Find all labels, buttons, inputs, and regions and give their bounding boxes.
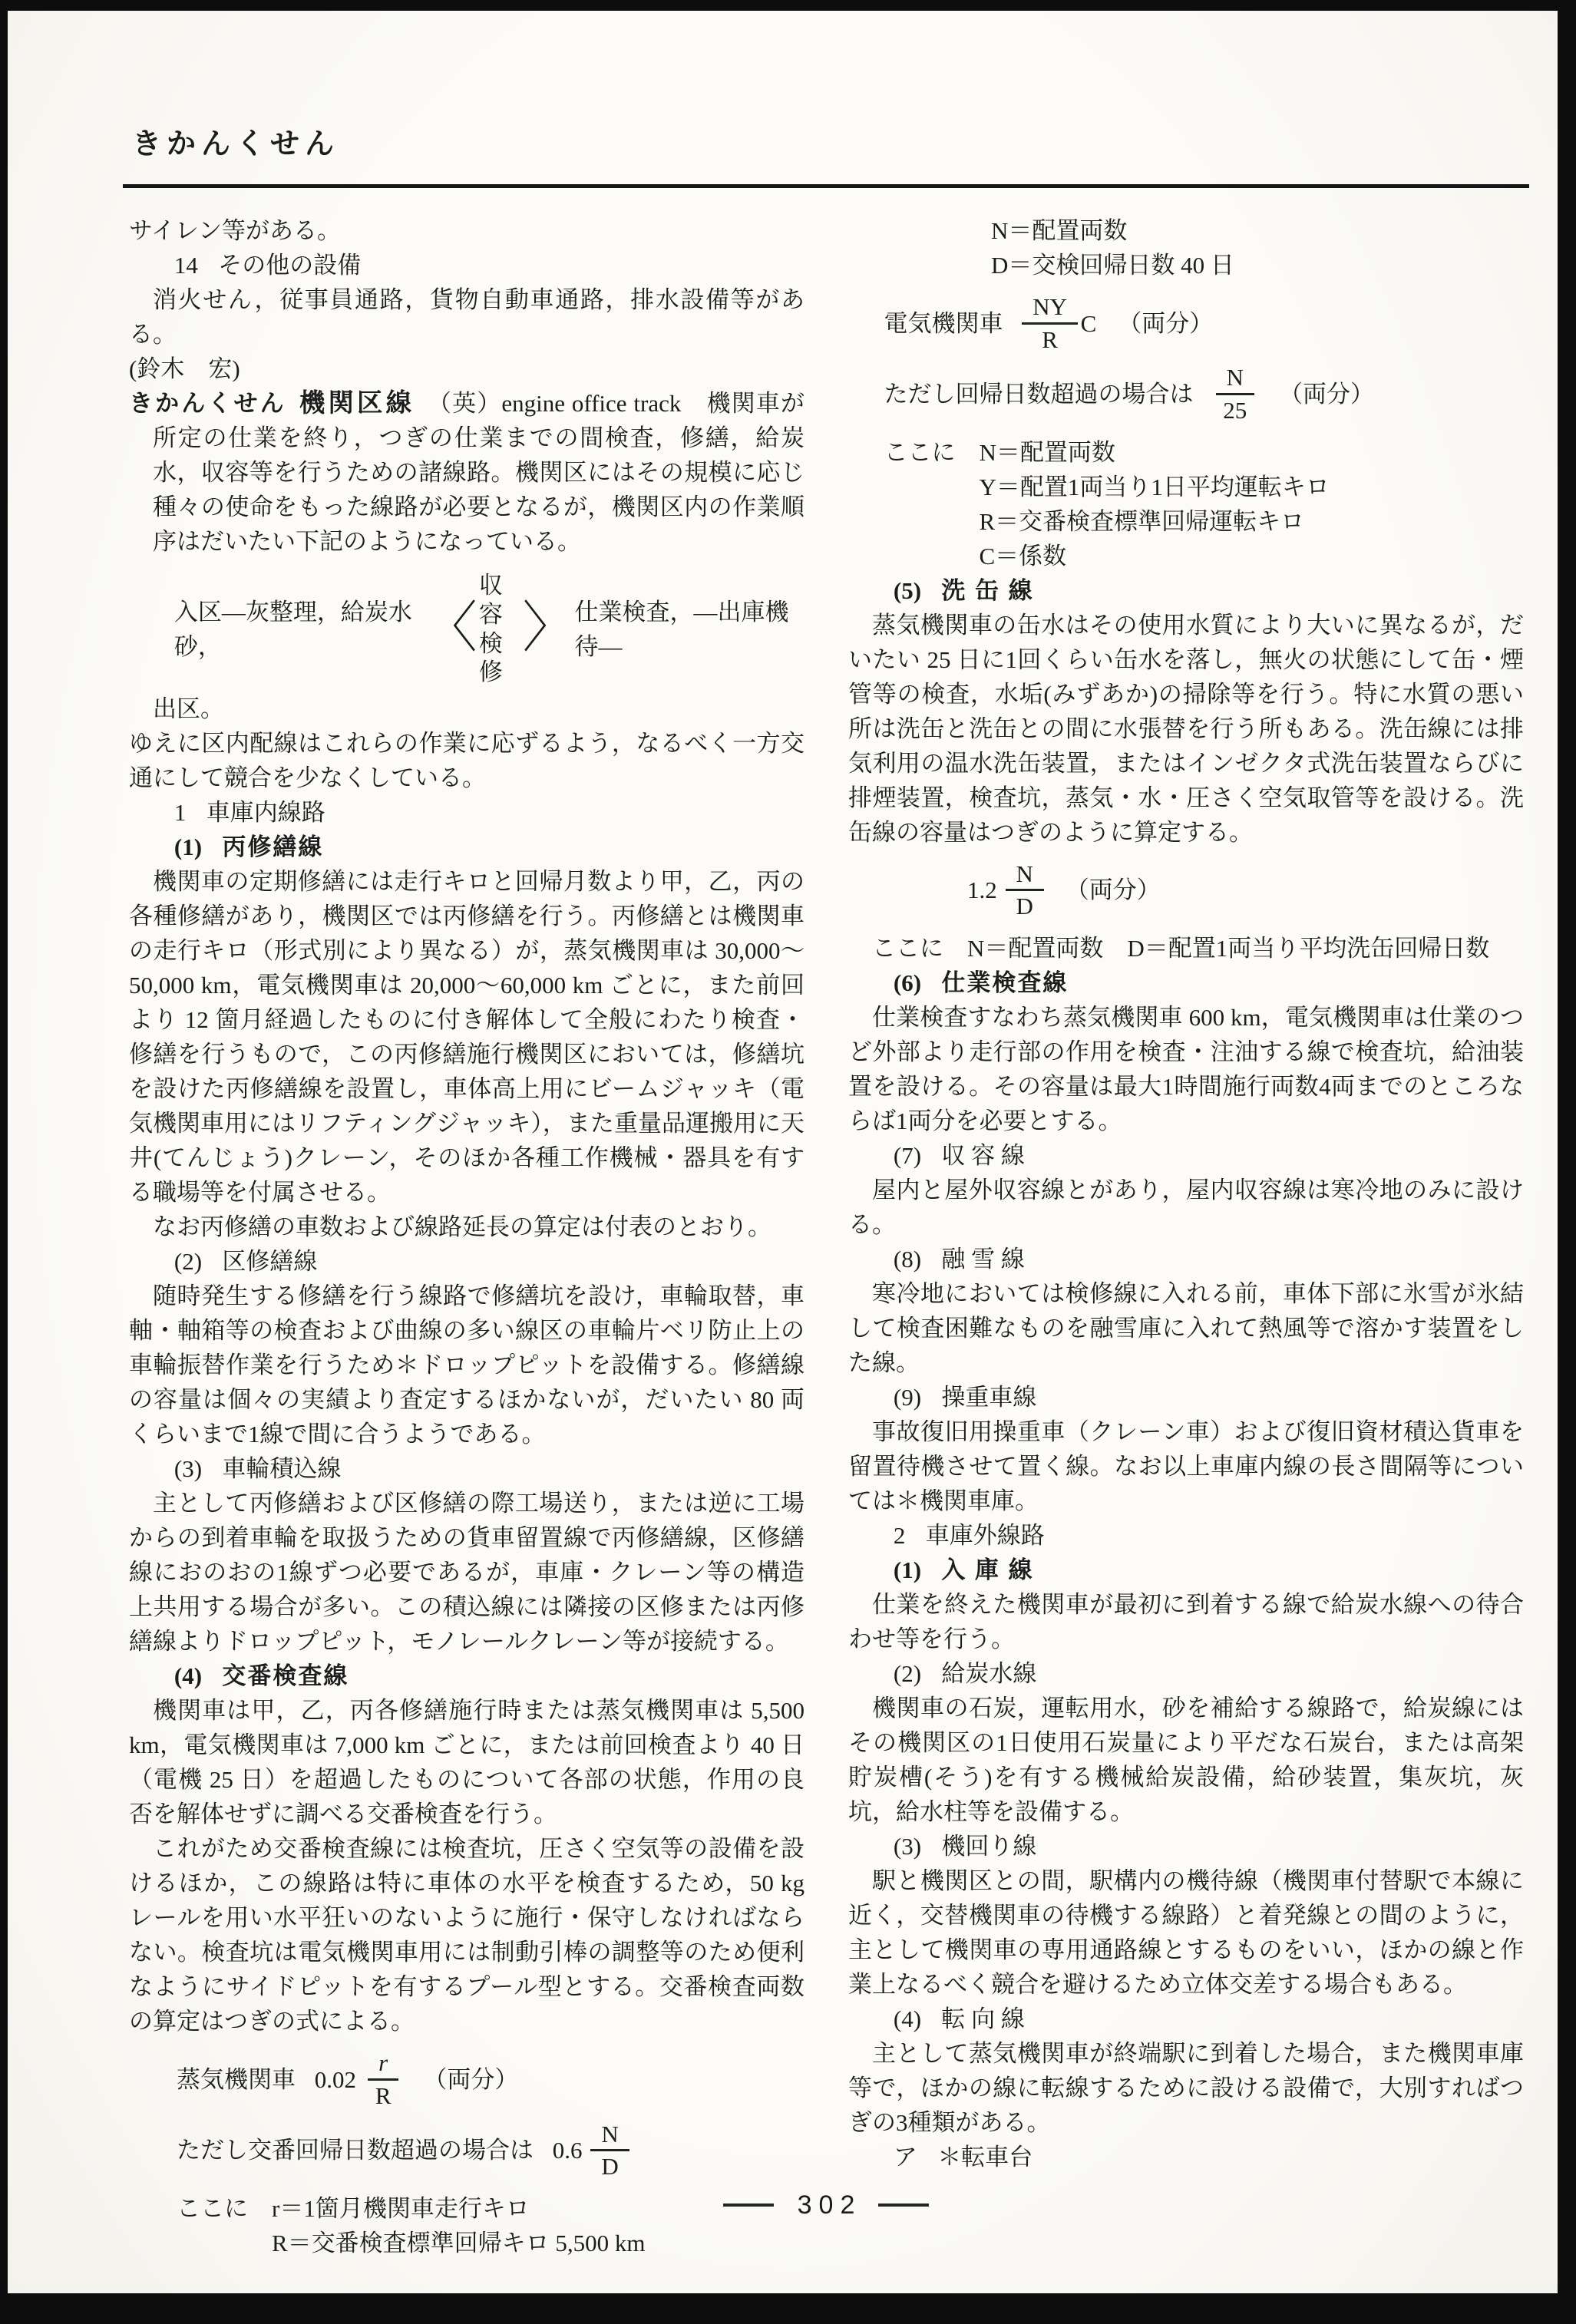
page-footer xyxy=(123,2186,1529,2224)
fraction xyxy=(590,2121,629,2180)
formula-coefficient: 0.02 xyxy=(314,2065,357,2093)
section-number: (4) xyxy=(173,1662,203,1690)
section-title: 区修繕線 xyxy=(222,1248,318,1276)
angle-bracket-open: 〈 xyxy=(427,598,477,659)
fraction-denominator: D xyxy=(601,2153,619,2180)
formula-lead: ただし交番回帰日数超過の場合は xyxy=(177,2137,534,2164)
formula xyxy=(129,2049,805,2109)
formula-lead: ただし回帰日数超過の場合は xyxy=(884,380,1194,408)
work-flow-diagram xyxy=(129,571,805,687)
section-heading xyxy=(848,1553,1524,1587)
section-heading xyxy=(129,248,805,282)
paragraph: 仕業検査すなわち蒸気機関車 600 km，電気機関車は仕業のつど外部より走行部の作用を検査・注油する線で検査坑，給油装置を設ける。その容量は最大1時間施行両数4両までのところならば1両分を必要とする。 xyxy=(848,1003,1524,1134)
definition-line: ここに N＝配置両数 D＝配置1両当り平均洗缶回帰日数 xyxy=(872,934,1490,962)
formula xyxy=(848,860,1524,920)
entry-paragraph xyxy=(129,386,805,559)
section-heading xyxy=(848,966,1524,1000)
section-number: 2 xyxy=(893,1521,906,1549)
section-number: (5) xyxy=(893,576,922,604)
running-head: きかんくせん xyxy=(132,128,340,160)
formula xyxy=(848,293,1524,353)
paragraph: 屋内と屋外収容線とがあり，屋内収容線は寒冷地のみに設ける。 xyxy=(848,1176,1524,1238)
flow-stack-bottom: 検修 xyxy=(478,629,503,686)
formula-unit: （両分） xyxy=(1118,309,1214,337)
section-title: 機回り線 xyxy=(941,1832,1037,1860)
formula-lead: 電気機関車 xyxy=(884,309,1003,337)
formula-post-factor: C xyxy=(1080,309,1097,337)
section-heading xyxy=(129,795,805,830)
section-title: 入 庫 線 xyxy=(941,1556,1034,1583)
right-column xyxy=(848,213,1524,2174)
paragraph: 事故復旧用操重車（クレーン車）および復旧資材積込貨車を留置待機させて置く線。なお以上車庫内線の長さ間隔等については＊機関車庫。 xyxy=(848,1418,1524,1514)
paragraph: 主として丙修繕および区修繕の際工場送り，または逆に工場からの到着車輪を取扱うための貨車留置線で丙修繕線，区修繕線におのおの1線ずつ必要であるが，車庫・クレーン等の構造上共用する場合が多い。この積込線には隣接の区修または丙修繕線よりドロップピット，モノレールクレーン等が接続する。 xyxy=(129,1490,805,1656)
definition-line: D＝交検回帰日数 40 日 xyxy=(991,252,1234,279)
formula xyxy=(848,364,1524,424)
paragraph: ゆえに区内配線はこれらの作業に応ずるよう，なるべく一方交通にして競合を少なくしている。 xyxy=(129,730,805,792)
paragraph: (鈴木 宏) xyxy=(129,355,240,382)
definition-line: Y＝配置1両当り1日平均運転キロ xyxy=(979,473,1330,500)
formula-lead: 蒸気機関車 xyxy=(177,2065,296,2093)
formula-coefficient: 0.6 xyxy=(552,2137,583,2164)
section-heading xyxy=(129,830,805,864)
paragraph: 機関車の石炭，運転用水，砂を補給する線路で，給炭線にはその機関区の1日使用石炭量により平だな石炭台，または高架貯炭槽(そう)を有する機械給炭設備，給砂装置，集灰坑，灰坑，給水柱等を設備する。 xyxy=(848,1694,1524,1825)
section-heading xyxy=(848,573,1524,608)
section-title: 給炭水線 xyxy=(941,1659,1037,1687)
formula-unit: （両分） xyxy=(1065,876,1161,904)
fraction xyxy=(1006,860,1044,920)
footer-dash-left xyxy=(723,2204,774,2207)
definition-line: R＝交番検査標準回帰キロ 5,500 km xyxy=(272,2229,646,2256)
section-number: 1 xyxy=(173,799,187,827)
fraction-denominator: 25 xyxy=(1223,396,1247,424)
section-heading xyxy=(848,1656,1524,1691)
fraction-denominator: R xyxy=(1042,325,1058,353)
section-number: (2) xyxy=(173,1248,203,1276)
paragraph: 蒸気機関車の缶水はその使用水質により大いに異なるが，だいたい 25 日に1回くらい缶水を落し，無火の状態にして缶・煙管等の検査，水垢(みずあか)の掃除等を行う。特に水質の悪い所は洗缶と洗缶との間に水張替を行う所もある。洗缶線には排気利用の温水洗缶装置，またはインゼクタ式洗缶装置ならびに排煙装置，検査坑，蒸気・水・圧さく空気取管等を設ける。洗缶線の容量はつぎのように算定する。 xyxy=(848,611,1524,846)
section-title: 車輪積込線 xyxy=(222,1455,342,1483)
flow-pre-text: 入区―灰整理，給炭水砂， xyxy=(173,598,412,660)
paragraph: 随時発生する修繕を行う線路で修繕坑を設け，車輪取替，車軸・軸箱等の検査および曲線の多い線区の車輪片ベリ防止上の車輪振替作業を行うため＊ドロップピットを設備する。修繕線の容量は個々の実績より査定するほかないが，だいたい 80 両くらいまで1線で間に合うようである。 xyxy=(129,1282,805,1448)
section-title: 車庫内線路 xyxy=(206,799,325,827)
section-number: (1) xyxy=(173,834,203,861)
section-number: (8) xyxy=(893,1245,922,1273)
section-title: 洗 缶 線 xyxy=(941,576,1034,604)
formula-unit: （両分） xyxy=(1279,380,1375,408)
fraction-denominator: R xyxy=(375,2081,392,2109)
section-number: (1) xyxy=(893,1556,922,1583)
section-number: (4) xyxy=(893,2005,922,2032)
section-title: 交番検査線 xyxy=(222,1662,349,1690)
section-title: 収 容 線 xyxy=(941,1141,1025,1169)
fraction-numerator: NY xyxy=(1022,293,1078,325)
section-heading xyxy=(848,1518,1524,1553)
paragraph: 出区。 xyxy=(153,695,224,723)
definition-line: ここに r＝1箇月機関車走行キロ xyxy=(177,2194,530,2222)
section-number: (6) xyxy=(893,969,922,996)
fraction-numerator: N xyxy=(1216,364,1254,395)
footer-dash-right xyxy=(878,2204,929,2207)
section-heading xyxy=(129,1659,805,1693)
fraction-numerator: N xyxy=(590,2121,629,2152)
section-title: 車庫外線路 xyxy=(925,1521,1045,1549)
angle-bracket-close: 〉 xyxy=(522,598,573,659)
paragraph: 機関車は甲，乙，丙各修繕施行時または蒸気機関車は 5,500 km，電気機関車は 7,000 km ごとに，または前回検査より 40 日（電機 25 日）を超過したものについて各部の状態，作用の良否を解体せずに調べる交番検査を行う。 xyxy=(129,1697,805,1828)
page-number: 302 xyxy=(797,2190,862,2220)
left-column xyxy=(129,213,805,2260)
section-heading xyxy=(129,1244,805,1279)
formula xyxy=(129,2121,805,2180)
section-heading xyxy=(848,2002,1524,2036)
definition-line: ここに N＝配置両数 xyxy=(884,438,1115,466)
flow-stack-top: 収容 xyxy=(478,572,503,628)
section-title: 融 雪 線 xyxy=(941,1245,1025,1273)
section-number: (3) xyxy=(173,1455,203,1483)
formula-coefficient: 1.2 xyxy=(967,876,997,904)
definition-line: N＝配置両数 xyxy=(991,217,1128,244)
section-number: (9) xyxy=(893,1383,922,1411)
paragraph: 駅と機関区との間，駅構内の機待線（機関車付替駅で本線に近く，交替機関車の待機する線路）と着発線との間のように，主として機関車の専用通路線とするものをいい，ほかの線と作業上なるべく競合を避けるため立体交差する場合もある。 xyxy=(848,1867,1524,1998)
fraction-denominator: D xyxy=(1016,893,1033,920)
section-heading xyxy=(848,2140,1524,2174)
section-number: ア xyxy=(893,2143,917,2170)
fraction xyxy=(365,2049,402,2109)
paragraph: これがため交番検査線には検査坑，圧さく空気等の設備を設けるほか，この線路は特に車体の水平を検査するため，50 kg レールを用い水平狂いのないように施行・保守しなければならない。検査坑は電気機関車用には制動引棒の調整等のため便利なようにサイドピットを有するプール型とする。交番検査両数の算定はつぎの式による。 xyxy=(129,1835,805,2035)
paragraph: 仕業を終えた機関車が最初に到着する線で給炭水線への待合わせ等を行う。 xyxy=(848,1590,1524,1652)
section-title: 操重車線 xyxy=(941,1383,1037,1411)
fraction-numerator: r xyxy=(368,2049,398,2081)
section-heading xyxy=(848,1242,1524,1276)
entry-body-text: （英）engine office track 機関車が所定の仕業を終り，つぎの仕業までの間検査，修繕，給炭水，収容等を行うための諸線路。機関区にはその規模に応じ種々の使命をもった線路が必要となるが，機関区内の作業順序はだいたい下記のようになっている。 xyxy=(153,390,805,555)
section-heading xyxy=(848,1829,1524,1863)
paragraph: サイレン等がある。 xyxy=(129,217,342,244)
paragraph: 機関車の定期修繕には走行キロと回帰月数より甲，乙，丙の各種修繕があり，機関区では丙修繕を行う。丙修繕とは機関車の走行キロ（形式別により異なる）が，蒸気機関車は 30,000～50,000 km，電気機関車は 20,000～60,000 km ごとに，また前回より 12 箇月経過したものに付き解体して全般にわたり検査・修繕を行うもので，この丙修繕施行機関区においては，修繕坑を設けた丙修繕線を設置し，車体高上用にビームジャッキ（電気機関車用にはリフティングジャッキ），また重量品運搬用に天井(てんじょう)クレーン，そのほか各種工作機械・器具を有する職場等を付属させる。 xyxy=(129,868,805,1207)
fraction xyxy=(1022,293,1078,353)
section-number: 14 xyxy=(173,252,198,279)
section-number: (7) xyxy=(893,1141,922,1169)
formula-unit: （両分） xyxy=(423,2065,519,2093)
section-heading xyxy=(848,1138,1524,1173)
section-title: 仕業検査線 xyxy=(941,969,1069,996)
paragraph: 消火せん，従事員通路，貨物自動車通路，排水設備等がある。 xyxy=(129,286,805,348)
definition-line: R＝交番検査標準回帰運転キロ xyxy=(979,507,1305,535)
paragraph: なお丙修繕の車数および線路延長の算定は付表のとおり。 xyxy=(153,1213,771,1241)
section-title: その他の設備 xyxy=(218,252,362,279)
paragraph: 寒冷地においては検修線に入れる前，車体下部に氷雪が氷結して検査困難なものを融雪庫に入れて熱風等で溶かす装置をした線。 xyxy=(848,1279,1524,1376)
flow-post-text: 仕業検査，―出庫機待― xyxy=(574,598,789,660)
section-title: 転 向 線 xyxy=(941,2005,1025,2032)
headword-kana: きかんくせん xyxy=(129,390,286,417)
section-number: (3) xyxy=(893,1832,922,1860)
section-number: (2) xyxy=(893,1659,922,1687)
section-heading xyxy=(848,1380,1524,1415)
paragraph: 主として蒸気機関車が終端駅に到着した場合，また機関車庫等で，ほかの線に転線するために設ける設備で，大別すればつぎの3種類がある。 xyxy=(848,2039,1524,2136)
section-title: ＊転車台 xyxy=(937,2143,1033,2170)
fraction-numerator: N xyxy=(1006,860,1044,892)
header-rule xyxy=(123,184,1529,188)
definition-line: C＝係数 xyxy=(979,542,1067,569)
headword-kanji: 機関区線 xyxy=(299,389,415,418)
fraction xyxy=(1212,364,1257,424)
section-heading xyxy=(129,1451,805,1486)
section-title: 丙修繕線 xyxy=(222,834,324,861)
flow-stack xyxy=(479,571,520,687)
